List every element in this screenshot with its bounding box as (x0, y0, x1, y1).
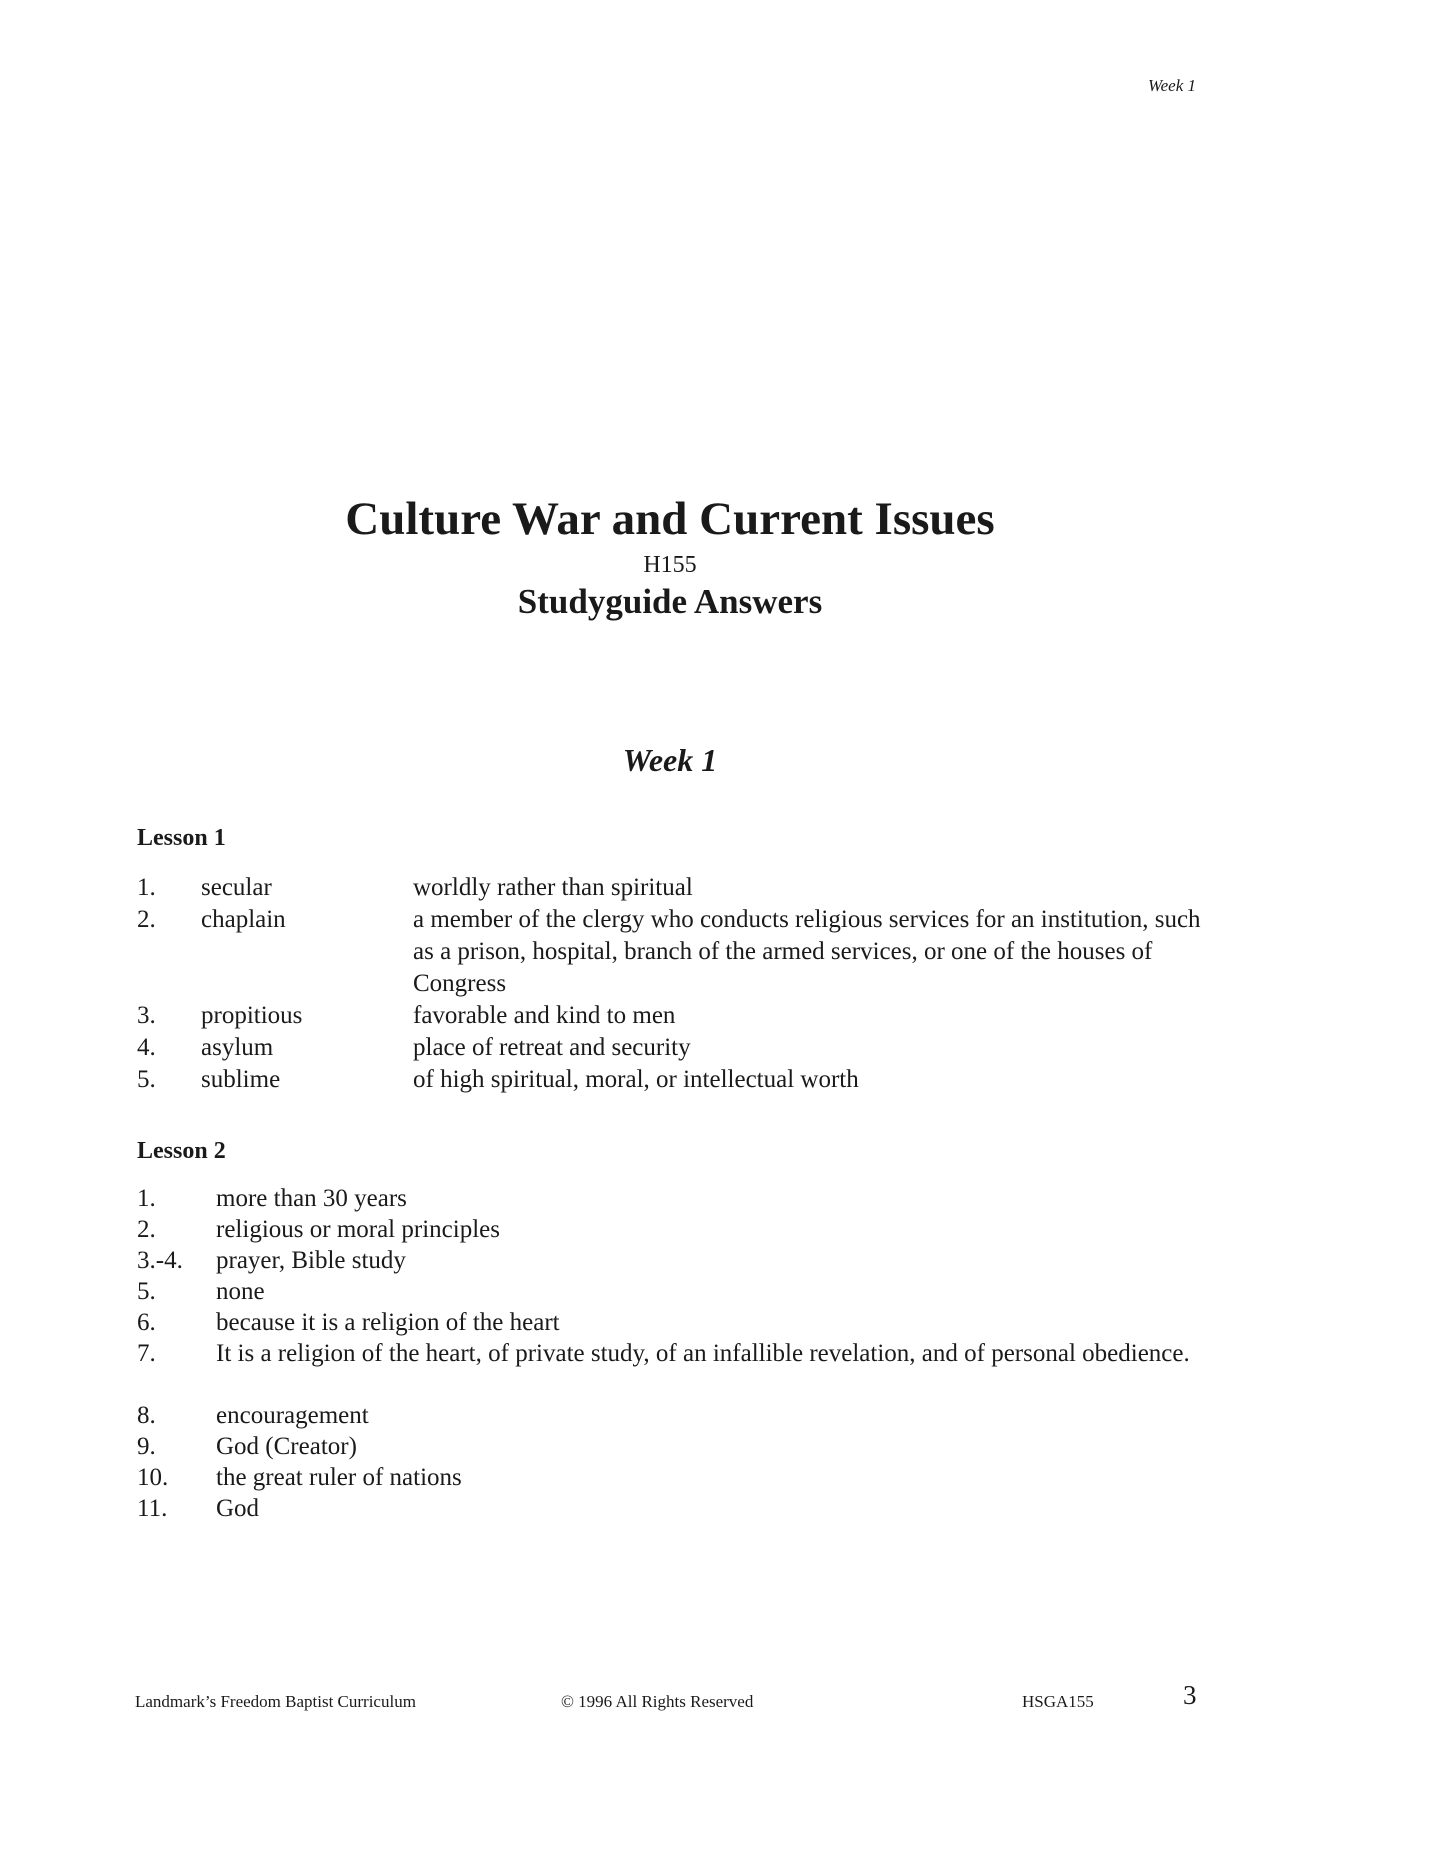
item-number: 8. (137, 1402, 156, 1429)
vocab-definition: place of retreat and security (413, 1034, 691, 1061)
answer-text: God (216, 1495, 260, 1522)
running-header: Week 1 (1148, 76, 1196, 95)
lesson-2-heading: Lesson 2 (137, 1138, 226, 1164)
answer-text: encouragement (216, 1402, 369, 1429)
vocab-term: asylum (201, 1034, 274, 1061)
document-subtitle: Studyguide Answers (517, 582, 823, 621)
item-number: 10. (137, 1464, 169, 1491)
title-block (0, 490, 1340, 624)
answer-text: more than 30 years (216, 1185, 407, 1212)
answer-text: because it is a religion of the heart (216, 1309, 560, 1336)
lesson-1-heading: Lesson 1 (137, 825, 226, 851)
footer-publisher: Landmark’s Freedom Baptist Curriculum (135, 1692, 416, 1711)
item-number: 9. (137, 1433, 156, 1460)
item-number: 6. (137, 1309, 156, 1336)
document-title: Culture War and Current Issues (345, 493, 995, 545)
page-number: 3 (1183, 1680, 1197, 1710)
vocab-definition: favorable and kind to men (413, 1002, 676, 1029)
vocab-term: propitious (201, 1002, 303, 1029)
item-number: 5. (137, 1066, 156, 1093)
vocab-term: sublime (201, 1066, 281, 1093)
vocab-definition: worldly rather than spiritual (413, 874, 693, 901)
item-number: 1. (137, 874, 156, 901)
item-number: 3.-4. (137, 1247, 183, 1274)
item-number: 3. (137, 1002, 156, 1029)
footer-copyright: © 1996 All Rights Reserved (561, 1692, 754, 1711)
vocab-definition: of high spiritual, moral, or intellectual worth (413, 1066, 859, 1093)
answer-text: It is a religion of the heart, of private study, of an infallible revelation, and of personal obedience. (216, 1340, 1190, 1367)
answer-text: God (Creator) (216, 1433, 357, 1460)
item-number: 1. (137, 1185, 156, 1212)
course-code: H155 (643, 552, 697, 578)
item-number: 4. (137, 1034, 156, 1061)
vocab-term: secular (201, 874, 272, 901)
item-number: 2. (137, 1216, 156, 1243)
item-number: 11. (137, 1495, 168, 1522)
footer-code: HSGA155 (1022, 1692, 1094, 1711)
answer-text: religious or moral principles (216, 1216, 500, 1243)
vocab-term: chaplain (201, 906, 286, 933)
answer-text: none (216, 1278, 265, 1305)
item-number: 5. (137, 1278, 156, 1305)
item-number: 2. (137, 906, 156, 933)
week-heading: Week 1 (622, 742, 718, 778)
vocab-definition: a member of the clergy who conducts religious services for an institution, such as a prison, hospital, branch of the armed services, or one of the houses of Congress (413, 906, 1201, 997)
item-number: 7. (137, 1340, 156, 1367)
answer-text: prayer, Bible study (216, 1247, 406, 1274)
answer-text: the great ruler of nations (216, 1464, 462, 1491)
